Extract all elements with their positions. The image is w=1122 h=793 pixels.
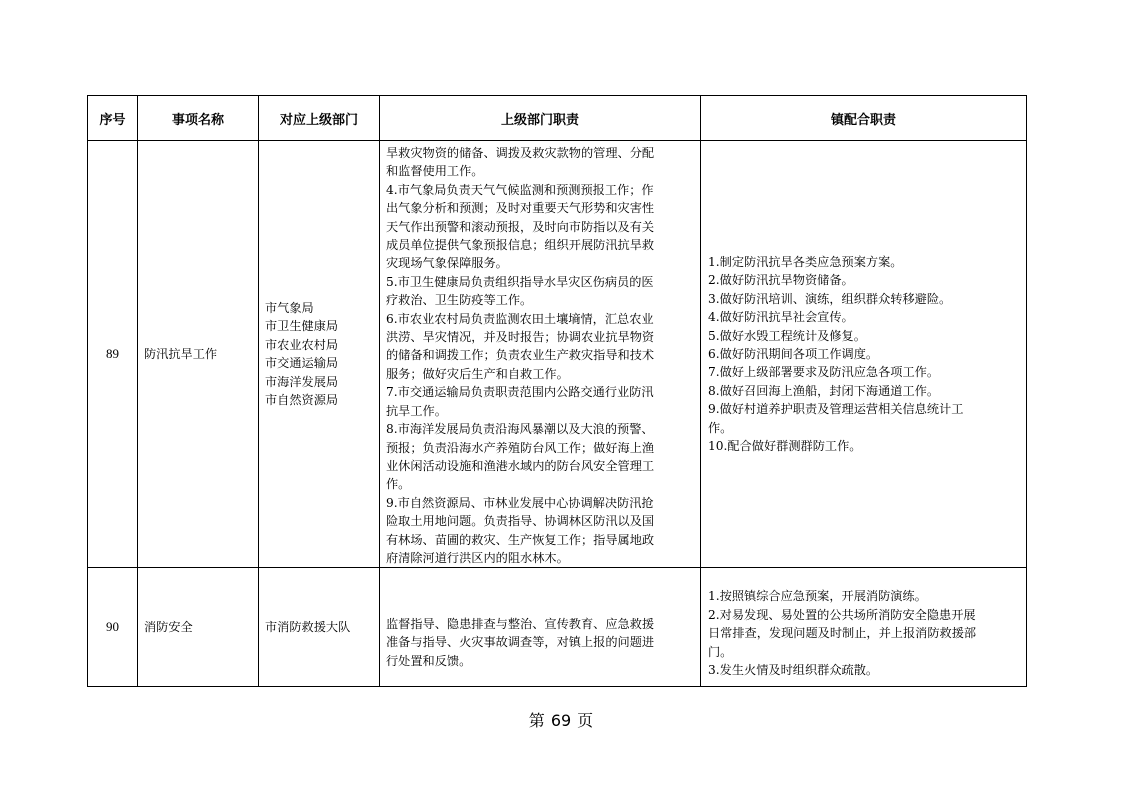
text-line: 2.做好防汛抗旱物资储备。 (708, 273, 854, 288)
dept-list (259, 141, 380, 568)
item-name: 消防安全 (138, 568, 259, 687)
text-line: 1.按照镇综合应急预案，开展消防演练。 (708, 589, 927, 604)
text-line: 洪涝、旱灾情况，并及时报告；协调农业抗旱物资 (386, 330, 655, 345)
text-line: 抗旱工作。 (386, 403, 447, 418)
text-line: 作。 (386, 477, 411, 492)
text-line: 7.做好上级部署要求及防汛应急各项工作。 (708, 365, 940, 380)
page-number: 69 (550, 711, 572, 730)
dept-list (259, 568, 380, 687)
header-upper-duty: 上级部门职责 (380, 96, 701, 141)
table-row (88, 568, 1027, 687)
town-duty-text (701, 568, 1027, 687)
text-line: 4.做好防汛抗旱社会宣传。 (708, 310, 854, 325)
text-line: 日常排查，发现问题及时制止，并上报消防救援部 (708, 626, 977, 641)
text-line: 8.市海洋发展局负责沿海风暴潮以及大浪的预警、 (386, 422, 654, 437)
town-duty-text (701, 141, 1027, 568)
text-line: 的储备和调拨工作；负责农业生产救灾指导和技术 (386, 348, 655, 363)
text-line: 业休闲活动设施和渔港水域内的防台风安全管理工 (386, 458, 655, 473)
text-line: 预报；负责沿海水产养殖防台风工作；做好海上渔 (386, 440, 655, 455)
text-line: 服务；做好灾后生产和自救工作。 (386, 366, 569, 381)
text-line: 10.配合做好群测群防工作。 (708, 439, 862, 453)
text-line: 4.市气象局负责天气气候监测和预测预报工作；作 (386, 182, 654, 197)
row-number: 90 (88, 568, 138, 687)
header-town-duty: 镇配合职责 (701, 96, 1027, 141)
text-line: 6.市农业农村局负责监测农田土壤墒情，汇总农业 (386, 311, 654, 326)
text-line: 出气象分析和预测；及时对重要天气形势和灾害性 (386, 201, 655, 216)
page-prefix: 第 (528, 711, 545, 730)
page-suffix: 页 (577, 711, 594, 730)
text-line: 作。 (708, 420, 733, 435)
row-number: 89 (88, 141, 138, 568)
header-upper-dept: 对应上级部门 (259, 96, 380, 141)
text-line: 5.做好水毁工程统计及修复。 (708, 328, 866, 343)
text-line: 8.做好召回海上渔船，封闭下海通道工作。 (708, 383, 940, 398)
text-line: 天气作出预警和滚动预报，及时向市防指以及有关 (386, 219, 655, 234)
text-line: 监督指导、隐患排查与整治、宣传教育、应急救援 (386, 616, 655, 631)
text-line: 有林场、苗圃的救灾、生产恢复工作；指导属地政 (386, 532, 655, 547)
text-line: 市气象局 (265, 300, 314, 315)
item-name: 防汛抗旱工作 (138, 141, 259, 568)
text-line: 府清除河道行洪区内的阻水林木。 (386, 550, 569, 565)
table-header-row (88, 96, 1027, 141)
text-line: 市消防救援大队 (265, 620, 351, 635)
upper-duty-text (380, 141, 701, 568)
text-line: 旱救灾物资的储备、调拨及救灾款物的管理、分配 (386, 146, 655, 160)
text-line: 9.市自然资源局、市林业发展中心协调解决防汛抢 (386, 495, 654, 510)
text-line: 9.做好村道养护职责及管理运营相关信息统计工 (708, 402, 964, 417)
upper-duty-text (380, 568, 701, 687)
text-line: 市农业农村局 (265, 337, 339, 352)
text-line: 险取土用地问题。负责指导、协调林区防汛以及国 (386, 514, 655, 529)
text-line: 6.做好防汛期间各项工作调度。 (708, 346, 879, 361)
text-line: 和监督使用工作。 (386, 164, 484, 179)
text-line: 门。 (708, 644, 733, 659)
text-line: 1.制定防汛抗旱各类应急预案方案。 (708, 254, 903, 269)
text-line: 灾现场气象保障服务。 (386, 256, 508, 271)
text-line: 市卫生健康局 (265, 319, 339, 334)
table-row (88, 141, 1027, 568)
text-line: 行处置和反馈。 (386, 653, 472, 668)
header-num: 序号 (88, 96, 138, 141)
text-line: 5.市卫生健康局负责组织指导水旱灾区伤病员的医 (386, 274, 654, 289)
text-line: 市交通运输局 (265, 356, 339, 371)
text-line: 7.市交通运输局负责职责范围内公路交通行业防汛 (386, 385, 654, 400)
text-line: 2.对易发现、易处置的公共场所消防安全隐患开展 (708, 607, 976, 622)
text-line: 3.发生火情及时组织群众疏散。 (708, 662, 879, 677)
text-line: 3.做好防汛培训、演练，组织群众转移避险。 (708, 291, 952, 306)
header-item-name: 事项名称 (138, 96, 259, 141)
text-line: 市自然资源局 (265, 392, 339, 407)
text-line: 市海洋发展局 (265, 374, 339, 389)
text-line: 疗救治、卫生防疫等工作。 (386, 293, 533, 308)
duty-table (87, 95, 1027, 687)
text-line: 准备与指导、火灾事故调查等，对镇上报的问题进 (386, 635, 655, 650)
page-footer (0, 708, 1122, 731)
text-line: 成员单位提供气象预报信息；组织开展防汛抗旱救 (386, 238, 655, 253)
